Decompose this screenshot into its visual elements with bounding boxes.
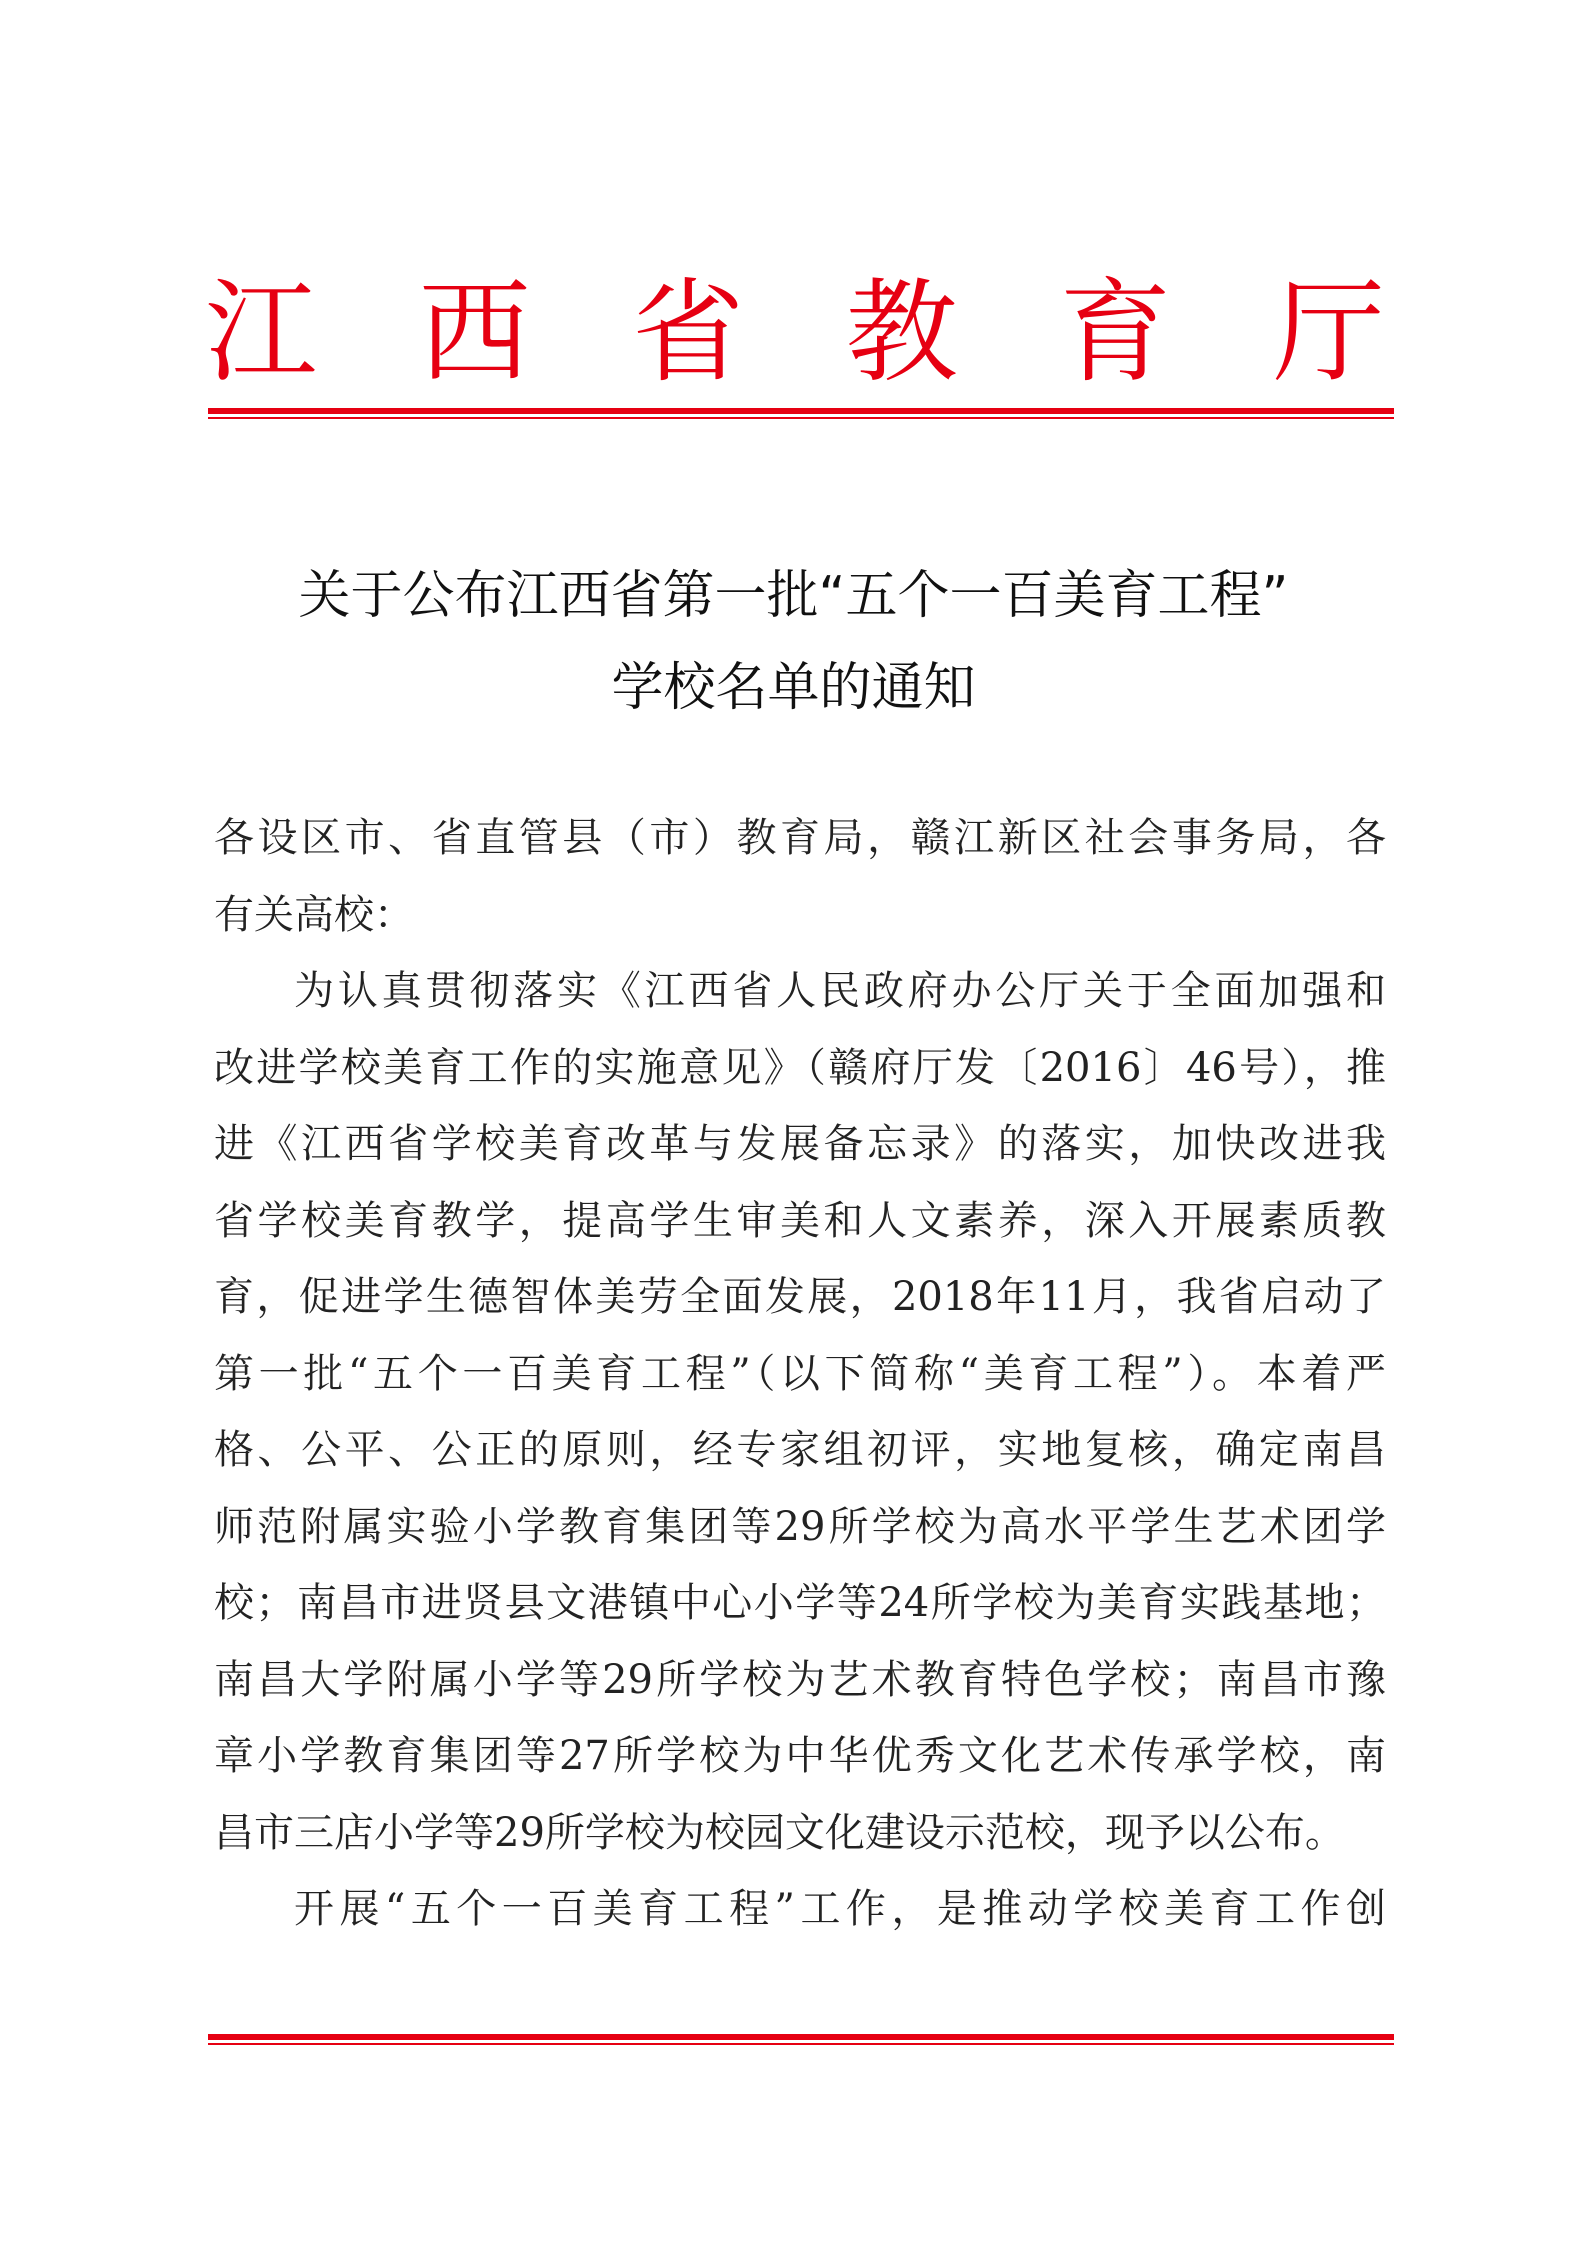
paragraph-line: 开展“五个一百美育工程”工作，是推动学校美育工作创 [294, 1886, 1386, 1932]
footer-red-rule [208, 2034, 1394, 2045]
title-line-2: 学校名单的通知 [611, 658, 976, 718]
masthead-char: 教 [845, 268, 958, 398]
paragraph-line: 进《江西省学校美育改革与发展备忘录》的落实，加快改进我 [214, 1121, 1386, 1167]
salutation-line: 各设区市、省直管县（市）教育局，赣江新区社会事务局，各 [214, 815, 1386, 861]
paragraph-line: 育，促进学生德智体美劳全面发展，2018年11月，我省启动了 [214, 1274, 1386, 1320]
document-title [200, 550, 1387, 734]
paragraph-line: 校；南昌市进贤县文港镇中心小学等24所学校为美育实践基地； [214, 1580, 1386, 1626]
document-body [214, 800, 1386, 1948]
paragraph-2 [214, 1871, 1386, 1948]
paragraph-line: 格、公平、公正的原则，经专家组初评，实地复核，确定南昌 [214, 1427, 1386, 1473]
title-line-1: 关于公布江西省第一批“五个一百美育工程” [298, 566, 1289, 626]
masthead-char: 厅 [1272, 268, 1385, 398]
masthead-char: 育 [1059, 268, 1172, 398]
salutation [214, 800, 1386, 953]
paragraph-line: 省学校美育教学，提高学生审美和人文素养，深入开展素质教 [214, 1197, 1386, 1244]
paragraph-line: 昌市三店小学等29所学校为校园文化建设示范校，现予以公布。 [214, 1809, 1345, 1856]
masthead-red-rule [208, 408, 1394, 419]
masthead-char: 西 [418, 268, 531, 398]
paragraph-line: 师范附属实验小学教育集团等29所学校为高水平学生艺术团学 [214, 1503, 1386, 1550]
paragraph-line: 南昌大学附属小学等29所学校为艺术教育特色学校；南昌市豫 [214, 1656, 1386, 1703]
masthead-org-name [205, 268, 1385, 398]
masthead-char: 省 [632, 268, 745, 398]
paragraph-1 [214, 953, 1386, 1871]
paragraph-line: 为认真贯彻落实《江西省人民政府办公厅关于全面加强和 [294, 968, 1386, 1014]
paragraph-line: 第一批“五个一百美育工程”（以下简称“美育工程”）。本着严 [214, 1350, 1386, 1397]
paragraph-line: 改进学校美育工作的实施意见》（赣府厅发〔2016〕46号），推 [214, 1044, 1386, 1091]
salutation-line: 有关高校： [214, 891, 414, 938]
masthead-char: 江 [205, 268, 317, 398]
paragraph-line: 章小学教育集团等27所学校为中华优秀文化艺术传承学校，南 [214, 1733, 1386, 1779]
